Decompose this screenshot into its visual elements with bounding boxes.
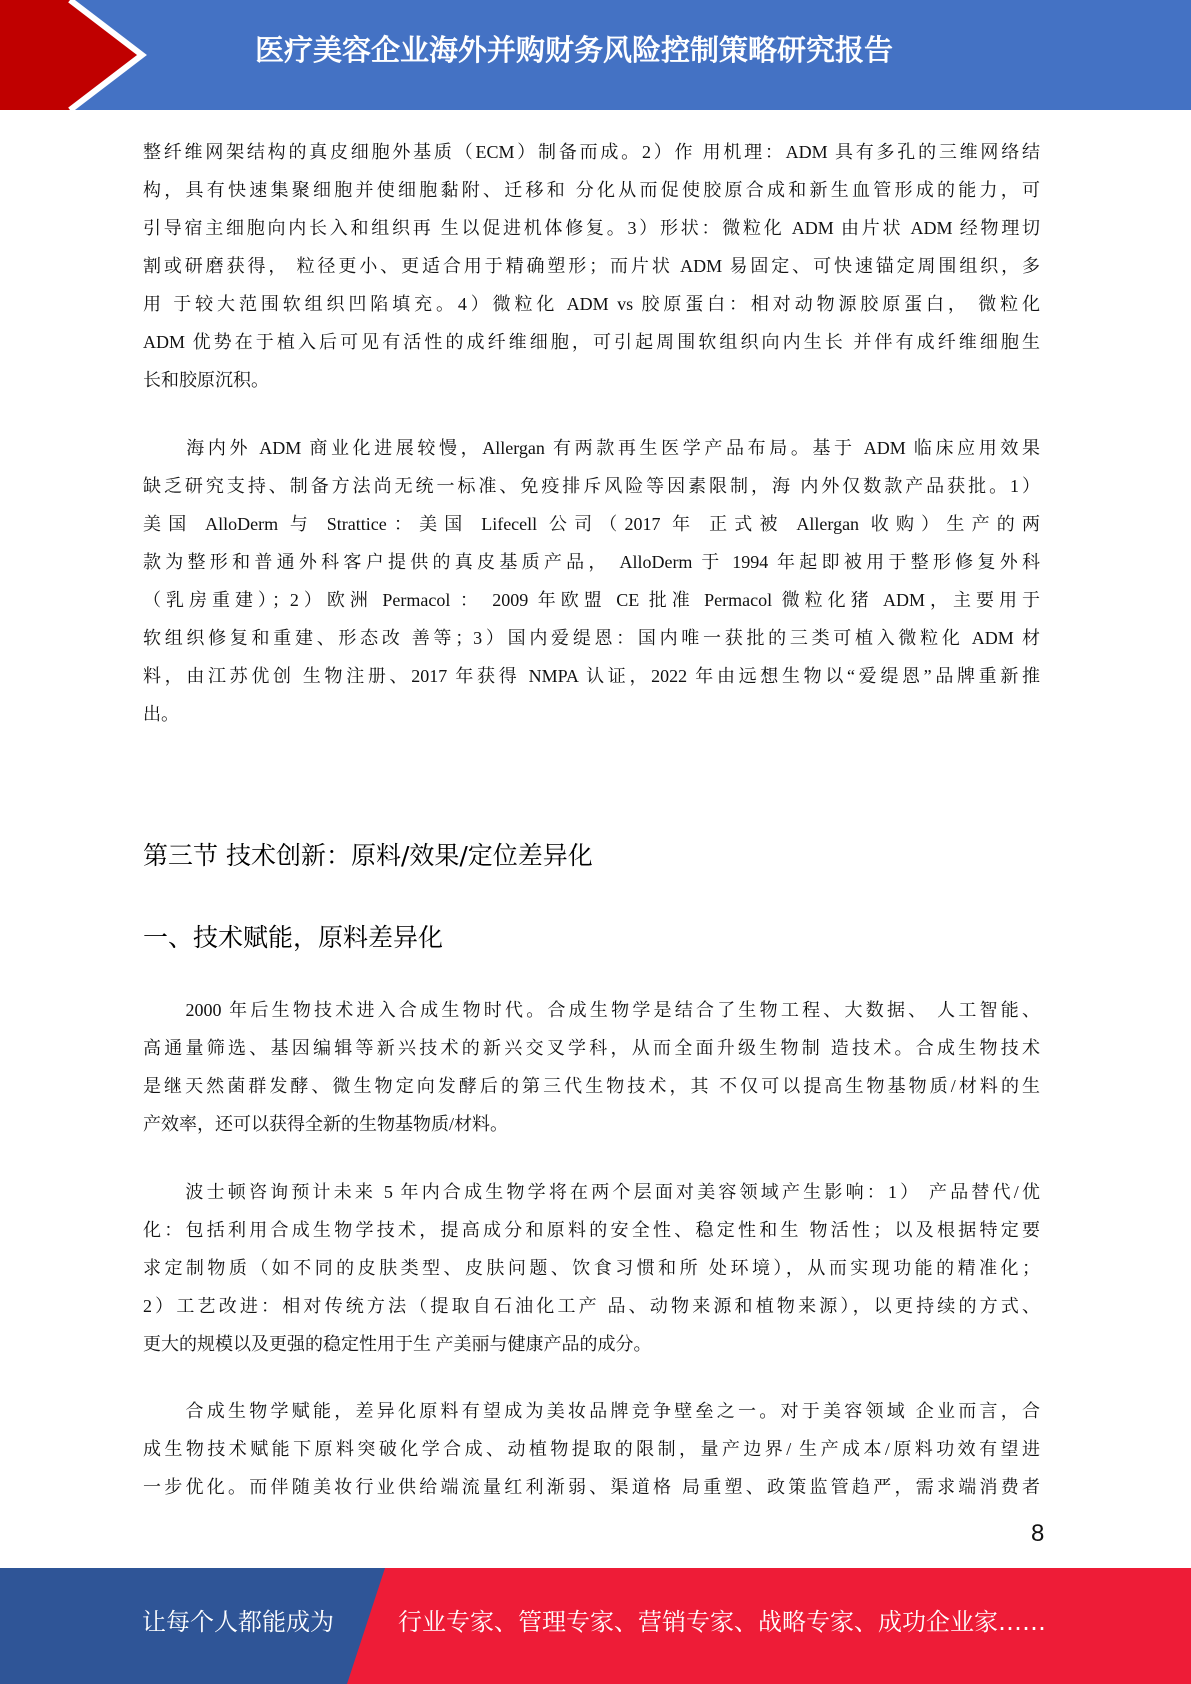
text-line: 出。 xyxy=(143,704,179,724)
text-line: 款为整形和普通外科客户提供的真皮基质产品， AlloDerm 于 1994 年起即被用于整形修复外科 xyxy=(143,552,1040,572)
text-line: 割或研磨获得， 粒径更小、更适合用于精确塑形；而片状 ADM 易固定、可快速锚定周围组织，多 xyxy=(143,256,1040,276)
subsection-heading: 一、技术赋能，原料差异化 xyxy=(143,923,444,952)
text-line: 2000 年后生物技术进入合成生物时代。合成生物学是结合了生物工程、大数据、 人工智能、 xyxy=(143,1000,1040,1020)
text-line: 求定制物质（如不同的皮肤类型、皮肤问题、饮食习惯和所 处环境），从而实现功能的精准化； xyxy=(143,1258,1040,1278)
text-line: 化：包括利用合成生物学技术，提高成分和原料的安全性、稳定性和生 物活性；以及根据特定要 xyxy=(143,1220,1040,1240)
page-header xyxy=(0,0,1191,110)
footer-slogan-left: 让每个人都能成为 xyxy=(142,1608,334,1636)
text-line: 产效率，还可以获得全新的生物基物质/材料。 xyxy=(143,1114,508,1134)
header-arrow-decoration xyxy=(0,0,160,110)
text-line: 软组织修复和重建、形态改 善等；3）国内爱缇恩：国内唯一获批的三类可植入微粒化 ADM 材 xyxy=(143,628,1040,648)
text-line: 引导宿主细胞向内长入和组织再 生以促进机体修复。3）形状：微粒化 ADM 由片状 ADM 经物理切 xyxy=(143,218,1040,238)
paragraph-differentiated-materials xyxy=(143,1392,1040,1506)
paragraph-bcg-forecast xyxy=(143,1173,1040,1363)
page-number: 8 xyxy=(1031,1520,1045,1547)
paragraph-adm-description xyxy=(143,133,1040,399)
text-line: ADM 优势在于植入后可见有活性的成纤维细胞，可引起周围软组织向内生长 并伴有成纤维细胞生 xyxy=(143,332,1040,352)
text-line: 2）工艺改进：相对传统方法（提取自石油化工产 品、动物来源和植物来源），以更持续的方式、 xyxy=(143,1296,1040,1316)
text-line: 一步优化。而伴随美妆行业供给端流量红利渐弱、渠道格 局重塑、政策监管趋严，需求端消费者 xyxy=(143,1477,1040,1497)
text-line: 长和胶原沉积。 xyxy=(143,370,269,390)
text-line: 波士顿咨询预计未来 5 年内合成生物学将在两个层面对美容领域产生影响：1） 产品替代/优 xyxy=(143,1182,1040,1202)
text-line: 是继天然菌群发酵、微生物定向发酵后的第三代生物技术，其 不仅可以提高生物基物质/材料的生 xyxy=(143,1076,1040,1096)
text-line: 用 于较大范围软组织凹陷填充。4）微粒化 ADM vs 胶原蛋白：相对动物源胶原蛋白， 微粒化 xyxy=(143,294,1040,314)
document-title: 医疗美容企业海外并购财务风险控制策略研究报告 xyxy=(255,33,894,67)
section-heading: 第三节 技术创新：原料/效果/定位差异化 xyxy=(143,841,593,870)
text-line: 高通量筛选、基因编辑等新兴技术的新兴交叉学科，从而全面升级生物制 造技术。合成生物技术 xyxy=(143,1038,1040,1058)
text-line: 缺乏研究支持、制备方法尚无统一标准、免疫排斥风险等因素限制，海 内外仅数款产品获批。1） xyxy=(143,476,1040,496)
text-line: 海内外 ADM 商业化进展较慢，Allergan 有两款再生医学产品布局。基于 ADM 临床应用效果 xyxy=(143,438,1040,458)
text-line: 成生物技术赋能下原料突破化学合成、动植物提取的限制，量产边界/ 生产成本/原料功效有望进 xyxy=(143,1439,1040,1459)
text-line: 美国 AlloDerm 与 Strattice：美国 Lifecell 公司（2017 年 正式被 Allergan 收购）生产的两 xyxy=(143,514,1040,534)
footer-slogan-right: 行业专家、管理专家、营销专家、战略专家、成功企业家…… xyxy=(398,1608,1046,1636)
text-line: （乳房重建）；2）欧洲 Permacol ： 2009 年欧盟 CE 批准 Permacol 微粒化猪 ADM，主要用于 xyxy=(143,590,1040,610)
text-line: 合成生物学赋能，差异化原料有望成为美妆品牌竞争壁垒之一。对于美容领域 企业而言，合 xyxy=(143,1401,1040,1421)
text-line: 构，具有快速集聚细胞并使细胞黏附、迁移和 分化从而促使胶原合成和新生血管形成的能力，可 xyxy=(143,180,1040,200)
text-line: 整纤维网架结构的真皮细胞外基质（ECM）制备而成。2）作 用机理：ADM 具有多孔的三维网络结 xyxy=(143,142,1040,162)
paragraph-synthetic-biology xyxy=(143,991,1040,1143)
text-line: 料，由江苏优创 生物注册、2017 年获得 NMPA 认证，2022 年由远想生物以“爱缇恩”品牌重新推 xyxy=(143,666,1040,686)
page-footer xyxy=(0,1568,1191,1684)
paragraph-adm-commercialization xyxy=(143,429,1040,733)
text-line: 更大的规模以及更强的稳定性用于生 产美丽与健康产品的成分。 xyxy=(143,1334,652,1354)
